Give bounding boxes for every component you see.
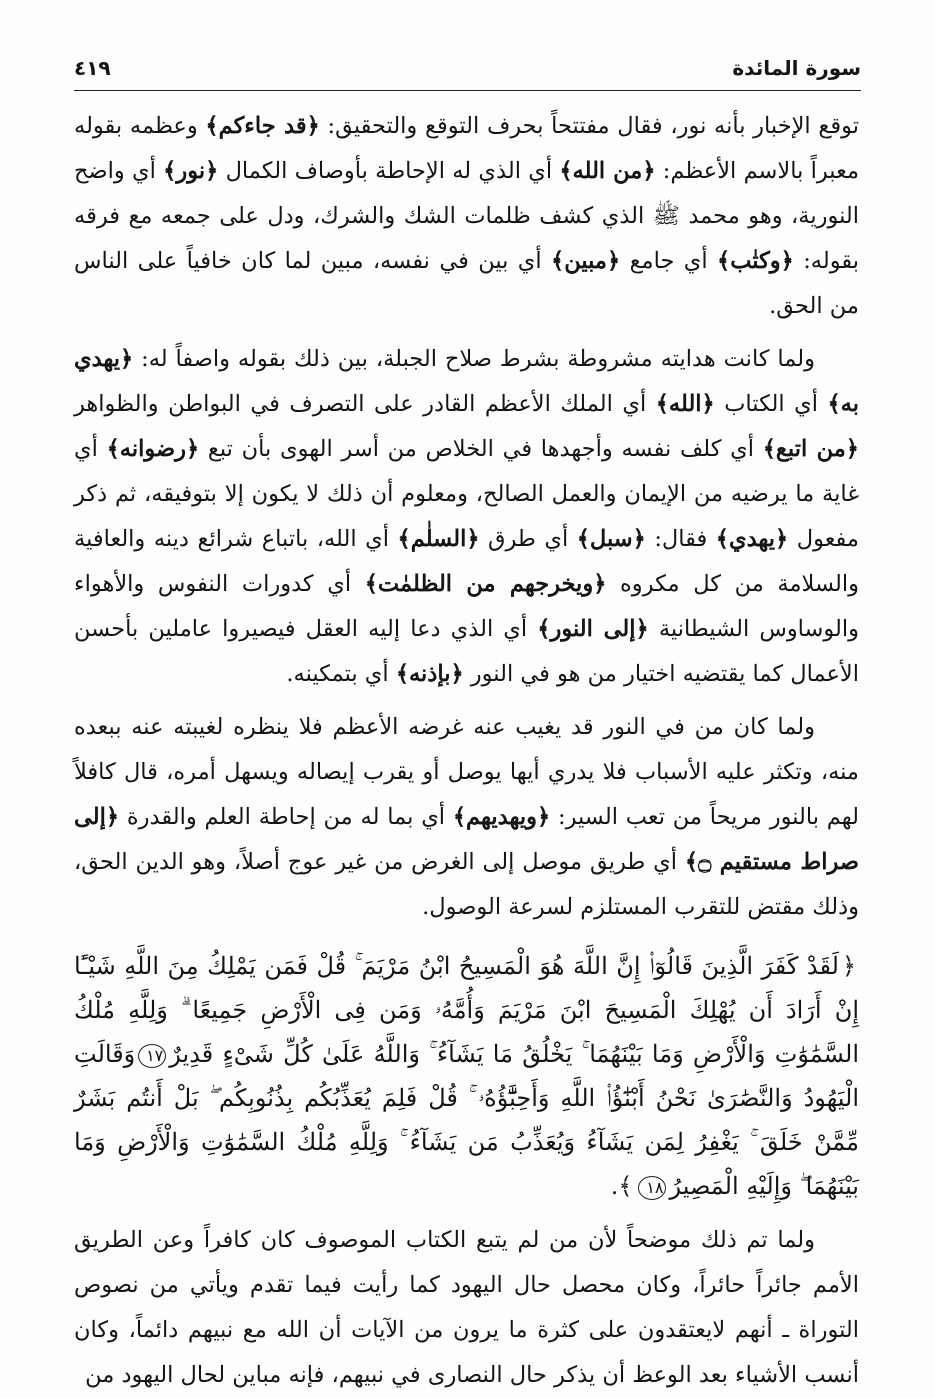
verse-open-bracket: ﴿ [841,952,856,980]
text-span: أي طريق موصل إلى الغرض من غير عوج أصلاً، وهو الدين الحق، وذلك مقتض للتقرب المستلزم لسرعة الوصول. [74,849,859,920]
text-span: توقع الإخبار بأنه نور، فقال مفتتحاً بحرف التوقع والتحقيق: [319,113,860,139]
quran-quote: ﴿سبل﴾ [576,526,646,552]
text-span: أي غاية ما يرضيه من الإيمان والعمل الصالح، ومعلوم أن ذلك لا يكون إلا بتوفيقه، ثم ذكر مفعول [74,436,859,552]
text-span: أي بين في نفسه، مبين لما كان خافياً على الناس من الحق. [74,248,859,319]
paragraph-3 [74,705,859,930]
quran-quote: ﴿قد جاءكم﴾ [205,113,320,139]
text-span: أي الذي دعا إليه العقل فيصيروا عاملين بأحسن الأعمال كما يقتضيه اختيار من هو في النور [74,616,859,687]
quran-quote: ﴿ويخرجهم من الظلمٰت﴾ [364,571,607,597]
text-span: أي الكتاب [714,391,828,417]
page-body [74,104,859,1398]
verse-close-bracket: ﴾. [610,1172,633,1200]
quran-quote: ﴿بإذنه﴾ [395,661,464,687]
ayah-number-18: ١٨ [638,1176,666,1200]
text-span: أي بما له من إحاطة العلم والقدرة [119,804,453,830]
quran-quote: ﴿الله﴾ [655,391,715,417]
text-span: وعظمه بقوله معبراً بالاسم الأعظم: [74,113,859,184]
text-span: أي الذي له الإحاطة بأوصاف الكمال [218,158,560,184]
quran-quote: ﴿ويهديهم﴾ [452,804,551,830]
text-span: أي جامع [620,248,718,274]
ayah-number-17: ١٧ [138,1044,166,1068]
quran-quote: ﴿يهدي به﴾ [74,346,859,417]
paragraph-2 [74,337,859,697]
text-span: أي واضح النورية، وهو محمد ﷺ الذي كشف ظلمات الشك والشرك، ودل على جمعه مع فرقه بقوله: [74,158,859,274]
quran-quote: ﴿وكتٰب﴾ [717,248,794,274]
text-span: ولما تم ذلك موضحاً لأن من لم يتبع الكتاب الموصوف كان كافراً وعن الطريق الأمم جائراً حائراً، وكان محصل حال اليهود كما رأيت فيما تقدم ويأتي من نصوص التوراة ـ أنهم لايعتقدون على كثرة ما يرون من الآيات أن الله مع نبيهم دائماً، وكان أنسب الأشياء بعد الوعظ أن يذكر حال النصارى في نبيهم، فإنه مباين لحال اليهود من [74,1227,859,1388]
paragraph-4 [74,1218,859,1398]
page-header [74,54,861,91]
text-span: ولما كانت هدايته مشروطة بشرط صلاح الجبلة، بين ذلك بقوله واصفاً له: [133,346,815,372]
text-span: أي بتمكينه. [286,661,396,687]
paragraph-1 [74,104,859,329]
text-span: أي الله، باتباع شرائع دينه والعافية والسلامة من كل مكروه [74,526,859,597]
text-span: أي طرق [479,526,577,552]
text-span: فقال: [645,526,716,552]
quran-quote: ﴿يهدي﴾ [715,526,789,552]
quran-verse-block [74,944,859,1208]
verse-18-text: وَقَالَتِ الْيَهُودُ وَالنَّصَٰرَىٰ نَحْنُ أَبْنَٰٓؤُا۟ اللَّهِ وَأَحِبَّٰٓؤُهُۥ ۚ قُلْ فَلِمَ يُعَذِّبُكُم بِذُنُوبِكُم ۖ بَلْ أَنتُم بَشَرٌ مِّمَّنْ خَلَقَ ۚ يَغْفِرُ لِمَن يَشَآءُ وَيُعَذِّبُ مَن يَشَآءُ ۚ وَلِلَّهِ مُلْكُ السَّمَٰوَٰتِ وَالْأَرْضِ وَمَا بَيْنَهُمَا ۖ وَإِلَيْهِ الْمَصِيرُ [74,1040,859,1200]
text-span: أي الملك الأعظم القادر على التصرف في البواطن والظواهر [74,391,656,417]
text-span: أي كدورات النفوس والأهواء والوساوس الشيطانية [74,571,859,642]
quran-quote: ﴿إلى النور﴾ [537,616,649,642]
text-span: أي كلف نفسه وأجهدها في الخلاص من أسر الهوى بأن تبع [199,436,763,462]
quran-quote: ﴿نور﴾ [163,158,219,184]
page-number: ٤١٩ [74,56,111,80]
quran-quote: ﴿رضوانه﴾ [106,436,200,462]
quran-quote: ﴿مبين﴾ [551,248,621,274]
quran-quote: ﴿من اتبع﴾ [762,436,859,462]
text-span: ولما كان من في النور قد يغيب عنه غرضه الأعظم فلا ينظره لغيبته عنه ببعده منه، وتكثر عليه الأسباب فلا يدري أيها يوصل أو يقرب إيصاله ويسهل أمره، قال كافلاً لهم بالنور مريحاً من تعب السير: [74,714,859,830]
verse-17-text: لَقَدْ كَفَرَ الَّذِينَ قَالُوٓا۟ إِنَّ اللَّهَ هُوَ الْمَسِيحُ ابْنُ مَرْيَمَ ۚ قُلْ فَمَن يَمْلِكُ مِنَ اللَّهِ شَيْـًٔا إِنْ أَرَادَ أَن يُهْلِكَ الْمَسِيحَ ابْنَ مَرْيَمَ وَأُمَّهُۥ وَمَن فِى الْأَرْضِ جَمِيعًا ۗ وَلِلَّهِ مُلْكُ السَّمَٰوَٰتِ وَالْأَرْضِ وَمَا بَيْنَهُمَا ۚ يَخْلُقُ مَا يَشَآءُ ۚ وَاللَّهُ عَلَىٰ كُلِّ شَىْءٍ قَدِيرٌ [74,952,859,1068]
surah-title: سورة المائدة [732,56,861,80]
quran-quote: ﴿السلٰم﴾ [397,526,480,552]
quran-quote: ﴿من الله﴾ [559,158,656,184]
quran-quote: ﴿إلى صراط مستقيم ۝﴾ [74,804,859,875]
